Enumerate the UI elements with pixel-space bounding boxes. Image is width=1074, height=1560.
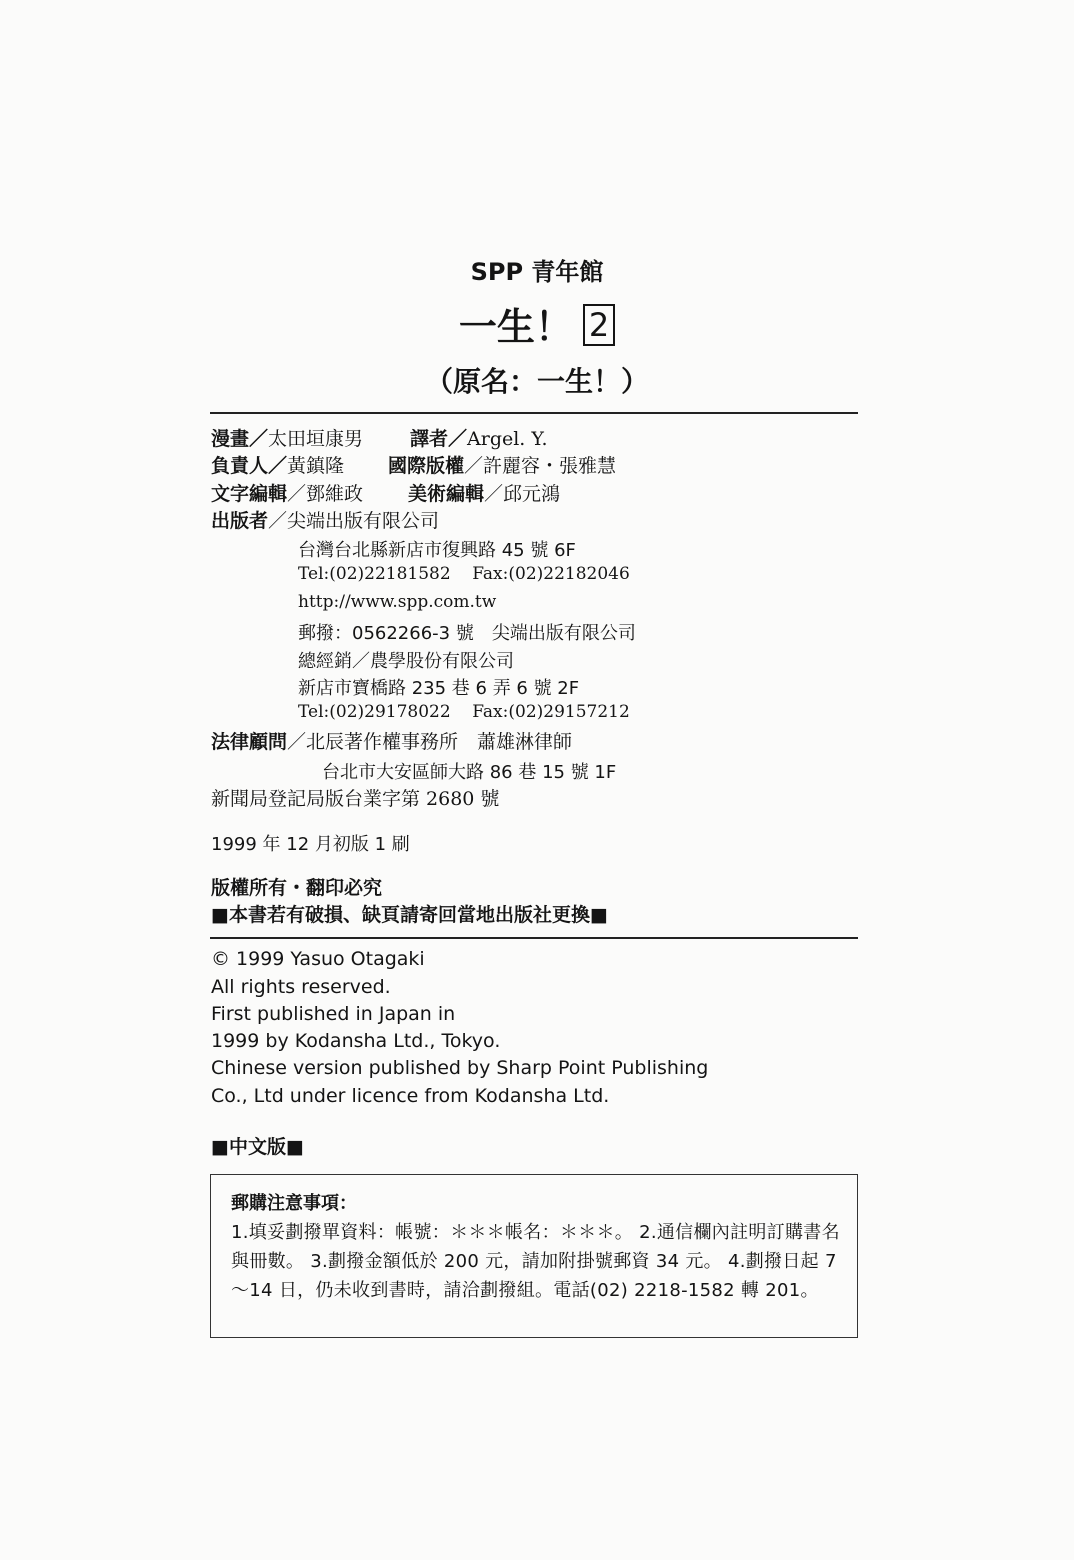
credit-line-manga [211, 426, 363, 453]
volume-number: 2 [583, 304, 615, 346]
manga-label: 漫畫／ [211, 428, 269, 450]
text-editor-label: 文字編輯 [211, 483, 288, 505]
credit-line-text-editor [211, 481, 363, 508]
rights-reserved: 版權所有・翻印必究 [211, 877, 383, 899]
credit-line-responsible [211, 453, 344, 480]
first-published-line: First published in Japan in [211, 1003, 456, 1025]
distributor-address: 新店市寶橋路 235 巷 6 弄 6 號 2F [298, 678, 580, 699]
notice-heading: 郵購注意事項： [231, 1193, 357, 1214]
responsible-label: 負責人／ [211, 455, 288, 477]
legal-address: 台北市大安區師大路 86 巷 15 號 1F [322, 762, 617, 783]
publisher-label: 出版者 [211, 510, 269, 532]
rights-value: ／許麗容・張雅慧 [464, 455, 617, 477]
registration-number: 新聞局登記局版台業字第 2680 號 [211, 788, 500, 810]
art-editor-label: 美術編輯 [408, 483, 485, 505]
publisher-website: http://www.spp.com.tw [298, 592, 497, 612]
licence-line: Co., Ltd under licence from Kodansha Ltd. [211, 1085, 610, 1107]
all-rights-line: All rights reserved. [211, 976, 391, 998]
manga-value: 太田垣康男 [268, 428, 364, 450]
book-title: 一生！ [458, 305, 573, 349]
credit-line-art-editor [408, 481, 560, 508]
book-title-row [0, 296, 1074, 351]
distributor-phone-fax: Tel:(02)29178022 Fax:(02)29157212 [298, 702, 630, 722]
publisher-phone-fax: Tel:(02)22181582 Fax:(02)22182046 [298, 564, 630, 584]
chinese-edition-label: ■中文版■ [211, 1136, 304, 1158]
kodansha-line: 1999 by Kodansha Ltd., Tokyo. [211, 1030, 501, 1052]
legal-label: 法律顧問 [211, 731, 288, 753]
credit-line-legal [211, 729, 572, 756]
postal-account: 郵撥：0562266-3 號 尖端出版有限公司 [298, 623, 636, 644]
notice-body: 1.填妥劃撥單資料：帳號：＊＊＊帳名：＊＊＊。 2.通信欄內註明訂購書名與冊數。 3.劃撥金額低於 200 元，請加附掛號郵資 34 元。 4.劃撥日起 7～14 日，仍未收到書時，請洽劃撥組。電話(02) 2218-1582 轉 201。 [231, 1222, 840, 1301]
chinese-version-line: Chinese version published by Sharp Point Publishing [211, 1057, 709, 1079]
translator-label: 譯者／ [410, 428, 468, 450]
original-title: （原名：一生！） [424, 365, 649, 398]
text-editor-value: ／鄧維政 [287, 483, 364, 505]
mail-order-notice-box [210, 1174, 858, 1338]
responsible-value: 黃鎮隆 [287, 455, 345, 477]
edition-info: 1999 年 12 月初版 1 刷 [211, 834, 410, 855]
publisher-address: 台灣台北縣新店市復興路 45 號 6F [298, 540, 576, 561]
credit-line-publisher [211, 508, 439, 535]
translator-value: Argel. Y. [467, 428, 548, 450]
middle-divider [210, 937, 858, 939]
legal-value: ／北辰著作權事務所 蕭雄淋律師 [287, 731, 573, 753]
distributor: 總經銷／農學股份有限公司 [298, 651, 514, 672]
credit-line-translator [410, 426, 548, 453]
copyright-line: © 1999 Yasuo Otagaki [211, 948, 425, 970]
top-divider [210, 412, 858, 414]
rights-label: 國際版權 [388, 455, 465, 477]
damage-exchange-notice: ■本書若有破損、缺頁請寄回當地出版社更換■ [211, 904, 608, 926]
publisher-value: ／尖端出版有限公司 [268, 510, 440, 532]
art-editor-value: ／邱元鴻 [484, 483, 561, 505]
credit-line-rights [388, 453, 616, 480]
series-name: SPP 青年館 [470, 258, 604, 286]
